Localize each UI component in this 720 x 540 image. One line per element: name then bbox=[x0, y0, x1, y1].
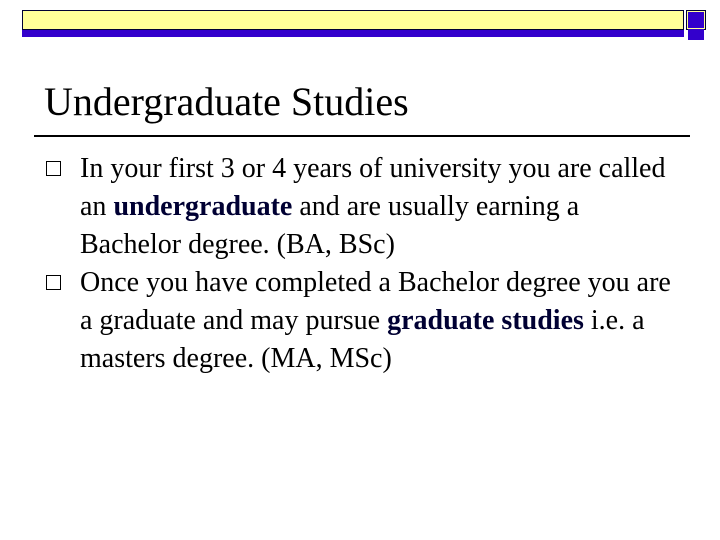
header-bar-yellow bbox=[22, 10, 684, 30]
hollow-square-bullet-icon bbox=[46, 275, 61, 290]
bullet-item bbox=[46, 150, 686, 264]
bullet-keyword: undergraduate bbox=[113, 191, 293, 222]
header-decoration bbox=[0, 0, 720, 42]
bullet-keyword: graduate studies bbox=[387, 305, 584, 336]
bullet-text bbox=[80, 150, 686, 264]
hollow-square-bullet-icon bbox=[46, 161, 61, 176]
header-square-purple bbox=[688, 12, 704, 28]
bullet-item bbox=[46, 264, 686, 378]
bullet-text-segment: and are usually earning a Bachelor degree. (BA, BSc) bbox=[80, 191, 580, 260]
header-square-purple-lower bbox=[688, 29, 704, 40]
bullet-text bbox=[80, 264, 686, 378]
bullet-text-segment: In your first 3 or 4 years of university you are called an bbox=[80, 153, 666, 222]
title-underline bbox=[34, 135, 690, 137]
header-bar-purple bbox=[22, 30, 684, 37]
bullet-text-segment: Once you have completed a Bachelor degree you are a graduate and may pursue bbox=[80, 267, 671, 336]
bullet-list bbox=[46, 150, 686, 378]
bullet-text-segment: i.e. a masters degree. (MA, MSc) bbox=[80, 305, 645, 374]
slide-title: Undergraduate Studies bbox=[44, 79, 409, 124]
